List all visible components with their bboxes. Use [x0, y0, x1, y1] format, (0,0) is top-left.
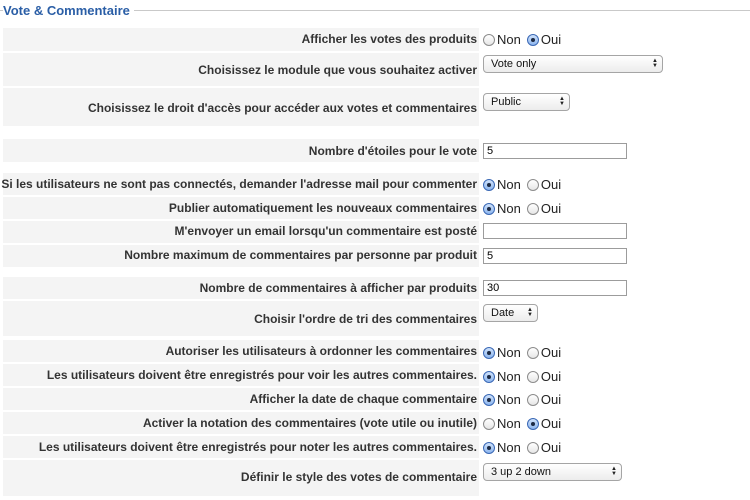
label-show-votes: Afficher les votes des produits: [301, 32, 477, 46]
label-max-comments: Nombre maximum de commentaires par personne par produit: [124, 248, 477, 262]
stars-input[interactable]: [483, 143, 627, 159]
radio-show-votes-non[interactable]: [483, 34, 495, 46]
radio-auto-publish-non[interactable]: [483, 203, 495, 215]
label-module: Choisissez le module que vous souhaitez activer: [198, 63, 477, 77]
radio-enable-rating-non[interactable]: [483, 418, 495, 430]
row-stars: [0, 139, 750, 162]
radio-registered-view-oui[interactable]: [527, 371, 539, 383]
radio-group-show-votes: Non Oui: [483, 32, 567, 47]
row-max-comments: [0, 245, 750, 267]
select-module[interactable]: Vote only ▲ ▼: [483, 55, 663, 73]
label-comments-per-product: Nombre de commentaires à afficher par produits: [199, 281, 477, 295]
label-registered-rate: Les utilisateurs doivent être enregistrés pour noter les autres commentaires.: [38, 440, 477, 454]
label-ask-email: Si les utilisateurs ne sont pas connectés, demander l'adresse mail pour commenter: [1, 177, 477, 191]
label-allow-ordering: Autoriser les utilisateurs à ordonner les commentaires: [165, 344, 477, 358]
radio-ask-email-oui[interactable]: [527, 179, 539, 191]
radio-show-date-oui[interactable]: [527, 394, 539, 406]
select-arrows-icon: ▲ ▼: [527, 307, 533, 318]
label-show-date: Afficher la date de chaque commentaire: [249, 392, 477, 406]
row-comments-per-product: [0, 277, 750, 299]
label-registered-view: Les utilisateurs doivent être enregistrés pour voir les autres commentaires.: [46, 368, 477, 382]
max-comments-input[interactable]: [483, 248, 627, 264]
row-module: [0, 53, 750, 86]
radio-registered-rate-non[interactable]: [483, 442, 495, 454]
label-vote-style: Définir le style des votes de commentaire: [240, 470, 477, 484]
select-access[interactable]: Public ▲ ▼: [483, 93, 570, 111]
radio-registered-view-non[interactable]: [483, 371, 495, 383]
row-show-votes: [0, 28, 750, 51]
row-allow-ordering: Autoriser les utilisateurs à ordonner les commentaires Non Oui: [0, 340, 750, 362]
row-access: [0, 88, 750, 126]
label-stars: Nombre d'étoiles pour le vote: [308, 144, 477, 158]
label-auto-publish: Publier automatiquement les nouveaux commentaires: [168, 201, 477, 215]
radio-auto-publish-oui[interactable]: [527, 203, 539, 215]
radio-allow-ordering-oui[interactable]: [527, 347, 539, 359]
row-show-date: Afficher la date de chaque commentaire Non Oui: [0, 388, 750, 410]
radio-ask-email-non[interactable]: [483, 179, 495, 191]
select-vote-style[interactable]: 3 up 2 down ▲ ▼: [483, 463, 622, 481]
row-email-notify: [0, 221, 750, 243]
radio-show-votes-oui[interactable]: [527, 34, 539, 46]
row-ask-email: Si les utilisateurs ne sont pas connectés, demander l'adresse mail pour commenter Non Oui: [0, 173, 750, 195]
select-sort-order[interactable]: Date ▲ ▼: [483, 304, 538, 322]
row-registered-view: Les utilisateurs doivent être enregistrés pour voir les autres commentaires. Non Oui: [0, 364, 750, 386]
row-auto-publish: Publier automatiquement les nouveaux commentaires Non Oui: [0, 197, 750, 219]
select-arrows-icon: ▲ ▼: [652, 58, 658, 69]
label-access: Choisissez le droit d'accès pour accéder aux votes et commentaires: [87, 101, 477, 115]
radio-enable-rating-oui[interactable]: [527, 418, 539, 430]
comments-per-product-input[interactable]: [483, 280, 627, 296]
label-email-notify: M'envoyer un email lorsqu'un commentaire est posté: [174, 224, 477, 238]
select-arrows-icon: ▲ ▼: [559, 96, 565, 107]
email-notify-input[interactable]: [483, 223, 627, 239]
label-enable-rating: Activer la notation des commentaires (vote utile ou inutile): [142, 416, 477, 430]
label-sort-order: Choisir l'ordre de tri des commentaires: [254, 312, 477, 326]
radio-show-date-non[interactable]: [483, 394, 495, 406]
row-registered-rate: Les utilisateurs doivent être enregistrés pour noter les autres commentaires. Non Oui: [0, 436, 750, 458]
radio-registered-rate-oui[interactable]: [527, 442, 539, 454]
section-title: Vote & Commentaire: [3, 3, 134, 18]
row-vote-style: [0, 460, 750, 496]
radio-allow-ordering-non[interactable]: [483, 347, 495, 359]
row-enable-rating: Activer la notation des commentaires (vote utile ou inutile) Non Oui: [0, 412, 750, 434]
select-arrows-icon: ▲ ▼: [611, 466, 617, 477]
row-sort-order: [0, 301, 750, 336]
